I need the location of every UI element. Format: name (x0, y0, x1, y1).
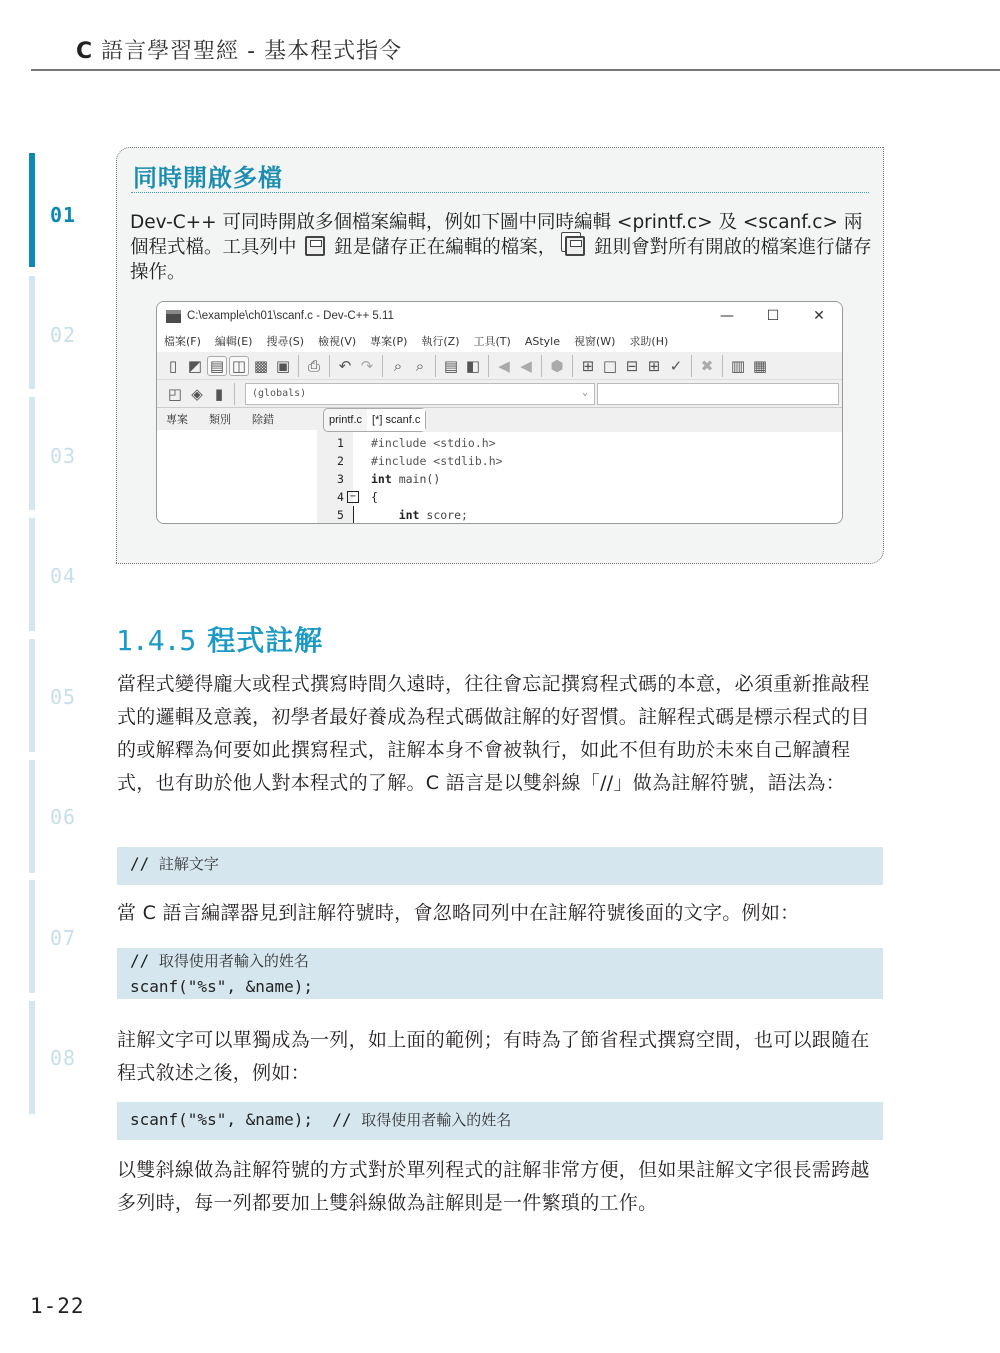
fold-margin (353, 506, 367, 524)
comment-text: 註解文字 (158, 855, 219, 873)
code-line (323, 452, 503, 470)
paragraph-inline-comment: 註解文字可以單獨成為一列，如上面的範例；有時為了節省程式撰寫空間，也可以跟隨在程式敘述之後，例如： (117, 1029, 870, 1084)
scope-dropdown[interactable] (245, 383, 595, 405)
toolbar-separator (234, 383, 235, 405)
code-line (323, 434, 503, 452)
insert-icon[interactable]: ◈ (191, 384, 203, 403)
tab-project[interactable]: 專案 (166, 413, 188, 426)
fold-line (353, 506, 354, 524)
chapter-number-05[interactable]: 05 (50, 685, 77, 709)
toolbar-separator (722, 355, 723, 377)
close-file-icon[interactable]: ▩ (253, 356, 269, 375)
menu-window[interactable]: 視窗(W) (573, 335, 616, 348)
comment-text: 取得使用者輸入的姓名 (361, 1111, 512, 1129)
replace-icon[interactable]: ⌕ (415, 356, 425, 375)
bookmark-next-icon[interactable]: ◀ (520, 356, 532, 375)
header-title: 語言學習聖經 - 基本程式指令 (101, 39, 403, 64)
tab-debug[interactable]: 除錯 (252, 413, 274, 426)
menu-help[interactable]: 求助(H) (629, 335, 669, 348)
code-line (323, 488, 503, 506)
code-row (130, 948, 883, 974)
window-titlebar (157, 302, 842, 330)
undo-icon[interactable]: ↶ (338, 356, 352, 375)
maximize-button[interactable]: ☐ (766, 308, 780, 324)
toolbar-separator (298, 355, 299, 377)
fold-margin (349, 488, 367, 506)
compile-icon[interactable]: ⊞ (581, 356, 595, 375)
paragraph-compiler-note: 當 C 語言編譯器見到註解符號時，會忽略同列中在註解符號後面的文字。例如： (117, 902, 800, 924)
code-text: score; (419, 508, 468, 522)
chapter-number-06[interactable]: 06 (50, 805, 77, 829)
tip-text-part2: 鈕是儲存正在編輯的檔案， (334, 237, 557, 258)
comment-slashes: // (130, 951, 150, 970)
save-all-icon (565, 236, 585, 256)
close-all-icon[interactable]: ▣ (275, 356, 291, 375)
toolbar-separator (691, 355, 692, 377)
code-block-example2 (117, 1102, 883, 1140)
devcpp-logo-icon (166, 310, 181, 323)
chapter-number-08[interactable]: 08 (50, 1046, 77, 1070)
comment-text: 取得使用者輸入的姓名 (158, 952, 309, 970)
code-row: scanf("%s", &name); (130, 977, 314, 996)
chapter-tab-08[interactable] (29, 1001, 35, 1114)
page-number: 1-22 (30, 1294, 85, 1318)
function-dropdown[interactable] (597, 383, 839, 405)
code-row (130, 851, 883, 877)
chapter-tab-01[interactable] (29, 153, 35, 267)
editor-tab-printf[interactable]: printf.c (329, 414, 363, 426)
chapter-tab-05[interactable] (29, 639, 35, 752)
chapter-tab-03[interactable] (29, 397, 35, 510)
chapter-number-03[interactable]: 03 (50, 444, 77, 468)
minimize-button[interactable]: — (720, 308, 734, 324)
paragraph-multiline-note: 以雙斜線做為註解符號的方式對於單列程式的註解非常方便，但如果註解文字很長需跨越多列時，每一列都要加上雙斜線做為註解則是一件繁瑣的工作。 (117, 1159, 870, 1214)
code-row (130, 1107, 883, 1133)
comment-slashes: // (130, 854, 150, 873)
toolbar-separator (329, 355, 330, 377)
section-title-text: 程式註解 (207, 624, 324, 657)
code-line (323, 506, 503, 524)
comment-slashes: // (332, 1110, 352, 1129)
find-icon[interactable]: ⌕ (393, 356, 403, 375)
bookmark-prev-icon[interactable]: ◀ (498, 356, 510, 375)
menu-view[interactable]: 檢視(V) (318, 335, 357, 348)
new-project-icon[interactable]: ◰ (167, 384, 183, 403)
running-header (76, 34, 402, 65)
editor-tabs (323, 408, 426, 432)
chapter-tab-02[interactable] (29, 276, 35, 389)
print-icon[interactable]: ⎙ (307, 356, 320, 375)
code-block-example1 (117, 948, 883, 999)
compile-run-icon[interactable]: ⊟ (625, 356, 639, 375)
editor-tab-scanf[interactable]: [*] scanf.c (367, 409, 425, 431)
code-text: #include <stdlib.h> (371, 454, 503, 468)
redo-icon[interactable]: ↷ (360, 356, 374, 375)
editor-tabs-row (317, 408, 842, 432)
toolbar-separator (382, 355, 383, 377)
line-number: 4 (337, 490, 344, 504)
menu-tools[interactable]: 工具(T) (473, 335, 511, 348)
line-number: 3 (337, 472, 344, 486)
section-number: 1.4.5 (116, 624, 196, 657)
chevron-down-icon: ⌄ (581, 386, 588, 398)
scope-dropdown-value: (globals) (252, 388, 307, 399)
fold-margin (353, 470, 367, 488)
menu-search[interactable]: 搜尋(S) (266, 335, 305, 348)
menu-edit[interactable]: 編輯(E) (214, 335, 253, 348)
unindent-icon[interactable]: ◧ (465, 356, 481, 375)
syntax-check-icon[interactable]: ✓ (669, 356, 683, 375)
tab-classes[interactable]: 類別 (209, 413, 231, 426)
stop-icon[interactable]: ✖ (700, 356, 714, 375)
paragraph-intro: 當程式變得龐大或程式撰寫時間久遠時，往往會忘記撰寫程式碼的本意，必須重新推敲程式的邏輯及意義，初學者最好養成為程式碼做註解的好習慣。註解程式碼是標示程式的目的或解釋為何要如此撰寫程式，註解本身不會被執行，如此不但有助於未來自己解讀程式，也有助於他人對本程式的了解。C 語言是以雙斜線「//」做為註解符號，語法為： (117, 673, 870, 794)
chapter-tab-06[interactable] (29, 760, 35, 873)
chapter-number-07[interactable]: 07 (50, 926, 77, 950)
line-number: 2 (337, 454, 344, 468)
tip-title: 同時開啟多檔 (133, 164, 283, 192)
tip-text-part1: Dev-C++ 可同時開啟多個檔案編輯，例如下圖中同時編輯 <printf.c> 及 <scanf.c> 兩個程式檔。工具列中 (130, 212, 863, 258)
fold-collapse-icon[interactable]: − (347, 491, 359, 503)
ide-body (157, 408, 842, 523)
code-block-syntax (117, 847, 883, 885)
fold-margin (353, 452, 367, 470)
code-text: #include <stdio.h> (371, 436, 496, 450)
debug-icon[interactable]: ▦ (752, 356, 768, 375)
menu-project[interactable]: 專案(P) (370, 335, 408, 348)
code-text: { (371, 490, 378, 504)
chapter-number-04[interactable]: 04 (50, 564, 77, 588)
chapter-number-01[interactable]: 01 (50, 203, 77, 227)
line-number: 5 (337, 508, 344, 522)
profile-icon[interactable]: ▥ (730, 356, 746, 375)
main-toolbar (157, 352, 842, 380)
fold-margin (353, 434, 367, 452)
window-title: C:\example\ch01\scanf.c - Dev-C++ 5.11 (187, 310, 394, 322)
devcpp-window (156, 301, 843, 524)
goto-icon[interactable]: ▮ (214, 384, 224, 403)
chapter-tab-04[interactable] (29, 518, 35, 631)
menu-bar (157, 330, 842, 352)
toolbar-separator (435, 355, 436, 377)
tip-text (130, 210, 875, 285)
save-icon (305, 236, 325, 256)
line-number: 1 (337, 436, 344, 450)
keyword: int (371, 472, 392, 486)
header-c-letter: C (76, 39, 94, 64)
code-editor[interactable] (323, 434, 503, 524)
tip-divider (131, 192, 869, 193)
indent-icon[interactable]: ▤ (443, 356, 459, 375)
chapter-tab-07[interactable] (29, 880, 35, 993)
save-icon[interactable]: ▤ (207, 356, 227, 376)
code-text: main() (391, 472, 441, 486)
menu-astyle[interactable]: AStyle (524, 334, 560, 348)
left-panel-tabs (157, 408, 317, 430)
code-text: scanf("%s", &name); (130, 1110, 333, 1129)
new-file-icon[interactable]: ▯ (168, 356, 178, 375)
run-icon[interactable]: □ (602, 356, 618, 375)
toolbar-separator (541, 355, 542, 377)
rebuild-icon[interactable]: ⊞ (647, 356, 661, 375)
section-heading (116, 619, 323, 659)
toggle-bookmark-icon[interactable]: ⬢ (550, 356, 564, 375)
code-line (323, 470, 503, 488)
menu-execute[interactable]: 執行(Z) (421, 335, 460, 348)
keyword: int (371, 508, 420, 522)
toolbar-separator (572, 355, 573, 377)
tip-text-part3: 鈕則會對所有開啟的檔案進行儲存操作。 (130, 237, 872, 283)
chapter-number-02[interactable]: 02 (50, 323, 77, 347)
menu-file[interactable]: 檔案(F) (164, 335, 201, 348)
save-all-icon[interactable]: ◫ (229, 356, 249, 376)
class-toolbar (157, 380, 842, 408)
toolbar-separator (488, 355, 489, 377)
header-rule (31, 69, 1000, 71)
close-button[interactable]: ✕ (813, 308, 825, 324)
open-file-icon[interactable]: ◩ (187, 356, 203, 375)
